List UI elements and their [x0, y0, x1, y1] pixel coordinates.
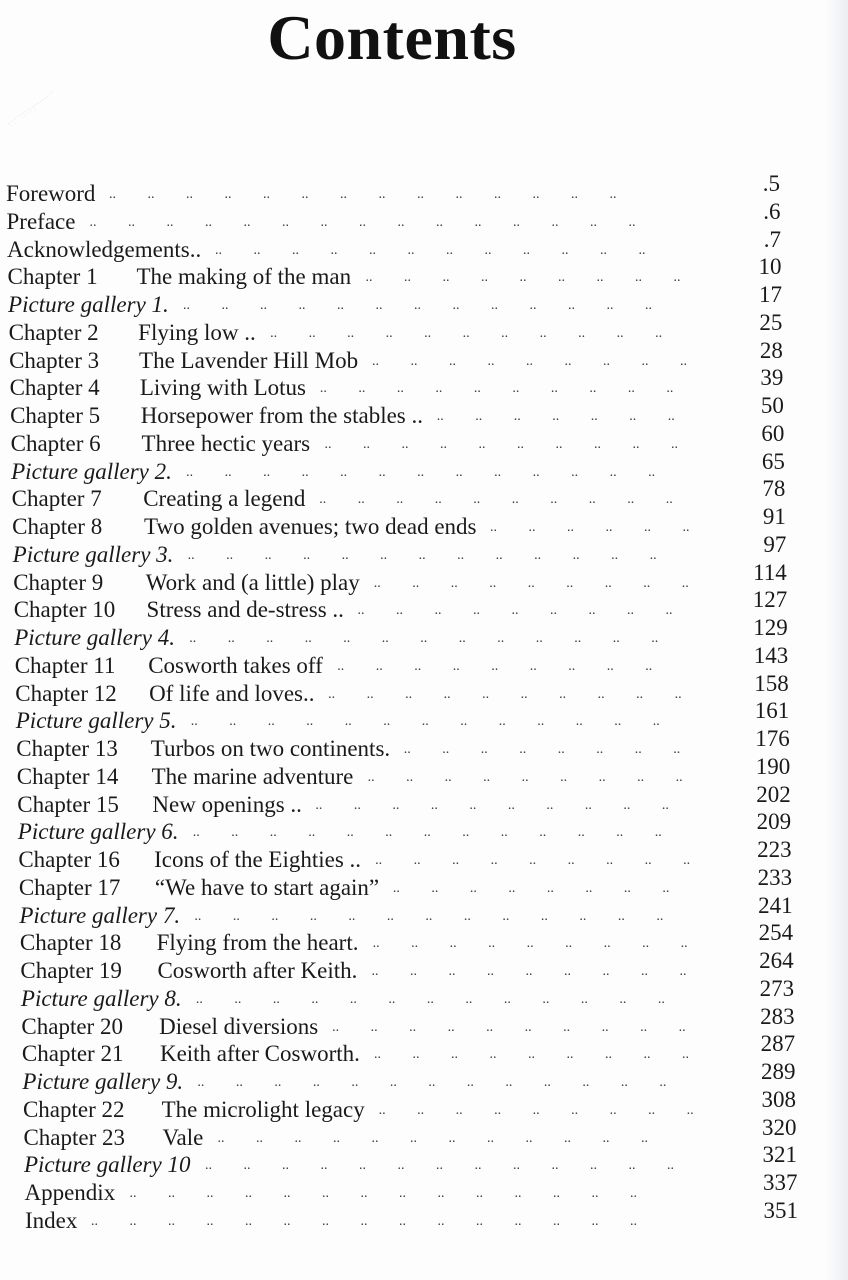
toc-entry-page-number: 143 [753, 642, 789, 668]
toc-entry [20, 948, 794, 985]
dot-leader: .. .. .. .. .. .. .. .. .. .. .. .. [215, 242, 674, 258]
toc-entry [24, 1170, 798, 1207]
toc-entry-page-number: 337 [763, 1170, 798, 1195]
dot-leader: .. .. .. .. .. .. .. .. .. .. .. .. .. [197, 1075, 695, 1090]
dot-leader: .. .. .. .. .. .. .. .. .. .. [319, 492, 701, 508]
toc-entry-title: Icons of the Eighties .. [154, 847, 362, 872]
toc-entry-label: Appendix [24, 1180, 116, 1205]
toc-entry-label: Chapter 9 [13, 569, 104, 595]
toc-entry-page-number: 28 [759, 337, 783, 363]
toc-entry-label: Picture gallery 6. [17, 819, 179, 845]
toc-entry-label: Chapter 12 [15, 680, 117, 706]
toc-entry [13, 559, 787, 597]
dot-leader: .. .. .. .. .. .. .. .. .. [378, 1102, 722, 1118]
toc-entry-label: Picture gallery 3. [12, 541, 174, 567]
toc-entry [6, 171, 780, 208]
toc-entry-page-number: 283 [760, 1003, 795, 1029]
toc-entry [16, 726, 790, 763]
toc-entry-title: The marine adventure [151, 763, 354, 789]
toc-entry-page-number: 273 [759, 975, 795, 1001]
toc-entry-page-number: 78 [762, 476, 786, 502]
toc-entry-title: The making of the man [136, 264, 352, 290]
toc-entry [21, 1003, 795, 1041]
toc-entry-title: The Lavender Hill Mob [139, 347, 359, 373]
toc-entry-label: Chapter 19 [20, 958, 122, 983]
dot-leader: .. .. .. .. .. .. .. .. .. .. [328, 686, 710, 702]
toc-entry-title: Two golden avenues; two dead ends [144, 514, 477, 539]
toc-entry-label: Picture gallery 2. [11, 458, 172, 484]
toc-entry-title: Cosworth after Keith. [157, 958, 358, 983]
dot-leader: .. .. .. .. .. .. .. .. [403, 742, 709, 757]
toc-entry-title: Three hectic years [141, 430, 311, 456]
dot-leader: .. .. .. .. .. .. .. .. .. [371, 964, 715, 979]
dot-leader: .. .. .. .. .. .. .. .. .. .. .. .. .. [192, 825, 690, 841]
toc-entry-title: Flying low .. [138, 319, 256, 345]
toc-entry [10, 393, 784, 430]
toc-entry-label: Chapter 15 [17, 791, 119, 817]
toc-entry-label: Chapter 8 [12, 514, 103, 539]
toc-entry-page-number: 321 [762, 1142, 798, 1168]
toc-entry-page-number: 91 [762, 504, 786, 529]
toc-entry-title: Cosworth takes off [148, 652, 323, 678]
toc-entry-page-number: 158 [754, 670, 789, 696]
dot-leader: .. .. .. .. .. .. .. .. .. .. .. .. .. [190, 714, 688, 730]
toc-entry-page-number: 308 [761, 1086, 797, 1112]
toc-entry-title: Of life and loves.. [149, 680, 315, 706]
dot-leader: .. .. .. .. .. .. .. .. .. .. .. [270, 325, 691, 341]
toc-entry-label: Chapter 4 [9, 375, 100, 401]
toc-entry [12, 504, 786, 541]
dot-leader: .. .. .. .. .. .. .. .. .. .. .. .. .. [189, 631, 687, 646]
dot-leader: .. .. .. .. .. .. .. .. .. [367, 769, 711, 785]
toc-entry-label: Picture gallery 7. [19, 902, 181, 928]
toc-entry [20, 975, 795, 1013]
toc-entry-page-number: 25 [759, 309, 783, 335]
dot-leader: .. .. .. .. .. .. .. .. .. [372, 936, 716, 952]
toc-entry-label: Picture gallery 9. [22, 1069, 184, 1094]
toc-entry-label: Chapter 7 [11, 486, 102, 512]
toc-entry [23, 1114, 797, 1152]
dot-leader: .. .. .. .. .. .. .. .. .. .. .. .. .. .. .. [91, 1213, 665, 1229]
toc-entry-label: Chapter 11 [14, 652, 116, 678]
toc-entry [21, 1031, 796, 1068]
dot-leader: .. .. .. .. .. .. .. .. .. .. .. .. .. [186, 464, 684, 480]
toc-entry-page-number: 176 [755, 726, 790, 751]
toc-entry-label: Chapter 3 [9, 347, 100, 373]
toc-entry-page-number: .5 [762, 171, 780, 196]
toc-entry [11, 476, 786, 513]
page-edge-shadow [826, 0, 848, 1280]
toc-entry-page-number: 287 [760, 1031, 796, 1057]
toc-entry-title: “We have to start again” [154, 874, 380, 900]
toc-entry-page-number: 289 [761, 1059, 796, 1084]
toc-entry [6, 198, 781, 236]
toc-entry-page-number: 10 [758, 254, 782, 280]
toc-entry [9, 337, 783, 375]
toc-entry-title: Creating a legend [143, 486, 306, 512]
toc-entry-label: Picture gallery 4. [14, 625, 175, 650]
toc-entry [22, 1059, 796, 1096]
toc-entry-label: Chapter 20 [21, 1013, 123, 1039]
dot-leader: .. .. .. .. .. .. .. .. .. .. .. .. [217, 1130, 676, 1146]
toc-entry-page-number: 97 [763, 531, 787, 557]
toc-entry [11, 448, 785, 486]
dot-leader: .. .. .. .. .. .. .. .. [392, 880, 698, 896]
toc-entry-label: Preface [6, 208, 76, 234]
toc-entry-label: Index [25, 1207, 78, 1233]
dot-leader: .. .. .. .. .. .. .. .. .. .. [315, 797, 697, 813]
toc-entry-page-number: 202 [756, 781, 791, 807]
toc-entry-label: Chapter 21 [21, 1041, 124, 1067]
toc-entry-label: Chapter 2 [8, 319, 99, 345]
toc-entry [7, 254, 782, 291]
toc-entry-title: New openings .. [152, 791, 302, 817]
toc-entry-page-number: 223 [757, 837, 792, 862]
dot-leader: .. .. .. .. .. .. .. .. .. .. .. .. .. .. .. [89, 214, 664, 230]
toc-entry-label: Picture gallery 1. [8, 292, 169, 317]
dot-leader: .. .. .. .. .. .. .. .. .. [357, 603, 701, 619]
toc-entry-page-number: 39 [760, 365, 784, 391]
toc-entry [15, 670, 789, 708]
toc-entry-title: Diesel diversions [159, 1013, 319, 1039]
toc-entry-label: Chapter 23 [23, 1124, 126, 1150]
toc-entry [14, 615, 788, 652]
toc-entry [9, 365, 784, 402]
dot-leader: .. .. .. .. .. .. .. .. .. .. .. .. .. [187, 547, 685, 563]
dot-leader: .. .. .. .. .. .. .. .. .. .. .. .. .. [204, 1158, 702, 1174]
toc-entry-label: Chapter 6 [10, 430, 101, 456]
page-title: Contents [267, 2, 517, 73]
toc-entry-label: Chapter 5 [10, 403, 101, 428]
toc-entry-label: Chapter 10 [13, 597, 116, 623]
toc-entry [7, 226, 781, 264]
dot-leader: .. .. .. .. .. .. .. .. .. .. .. .. .. [183, 298, 681, 313]
toc-entry-title: Flying from the heart. [156, 930, 359, 956]
toc-entry-page-number: 50 [760, 393, 784, 418]
dot-leader: .. .. .. .. .. .. .. .. .. [337, 658, 681, 674]
dot-leader: .. .. .. .. .. .. .. .. .. [365, 270, 709, 286]
toc-entry-page-number: .6 [763, 198, 781, 224]
dot-leader: .. .. .. .. .. .. .. .. .. .. .. .. .. .. [109, 187, 645, 202]
toc-entry-label: Chapter 14 [16, 763, 119, 789]
toc-entry-label: Picture gallery 8. [20, 985, 182, 1011]
toc-entry [10, 420, 785, 458]
dot-leader: .. .. .. .. .. .. .. .. .. [373, 575, 717, 591]
toc-entry [23, 1142, 798, 1179]
dot-leader: .. .. .. .. .. .. .. .. .. .. .. .. .. .. [129, 1186, 665, 1201]
toc-entry-title: Keith after Cosworth. [159, 1041, 360, 1067]
toc-entry-title: The microlight legacy [161, 1096, 365, 1122]
toc-entry-label: Chapter 13 [16, 736, 118, 761]
toc-entry-title: Horsepower from the stables .. [140, 403, 423, 428]
dot-leader: .. .. .. .. .. .. .. .. .. .. [324, 436, 707, 452]
dot-leader: .. .. .. .. .. .. .. .. .. .. [332, 1019, 714, 1035]
toc-entry-page-number: 65 [761, 448, 785, 474]
toc-entry [16, 753, 791, 791]
toc-entry-title: Stress and de-stress .. [146, 597, 344, 623]
toc-entry-page-number: 17 [758, 282, 782, 307]
toc-entry-page-number: 320 [762, 1114, 797, 1140]
toc-entry [12, 531, 787, 569]
toc-entry [25, 1197, 798, 1235]
toc-entry-page-number: 209 [756, 809, 792, 835]
toc-entry [14, 642, 789, 680]
dot-leader: .. .. .. .. .. .. .. .. .. .. [319, 381, 702, 397]
toc-entry-label: Chapter 22 [22, 1096, 125, 1122]
toc-entry-page-number: 233 [757, 864, 793, 890]
toc-entry-page-number: 254 [758, 920, 794, 946]
dot-leader: .. .. .. .. .. .. .. .. .. .. .. .. .. [195, 991, 693, 1007]
toc-entry-title: Work and (a little) play [145, 569, 360, 595]
toc-entry [22, 1086, 797, 1124]
toc-entry-label: Chapter 17 [18, 874, 121, 900]
toc-entry-label: Acknowledgements.. [7, 236, 202, 262]
toc-entry-page-number: 351 [763, 1197, 798, 1223]
toc-entry-label: Picture gallery 10 [23, 1152, 191, 1178]
toc-entry [8, 282, 782, 319]
dot-leader: .. .. .. .. .. .. [490, 520, 718, 535]
toc-entry [18, 837, 792, 874]
dot-leader: .. .. .. .. .. .. .. .. .. [375, 853, 719, 868]
toc-entry-title: Turbos on two continents. [150, 736, 391, 761]
toc-entry [8, 309, 783, 347]
toc-entry-page-number: 264 [759, 948, 794, 973]
toc-entry-label: Chapter 16 [18, 847, 120, 872]
toc-entry-title: Living with Lotus [139, 375, 306, 401]
dot-leader: .. .. .. .. .. .. .. .. .. [372, 353, 716, 369]
toc-entry [13, 587, 788, 624]
dot-leader: .. .. .. .. .. .. .. .. .. .. .. .. .. [194, 908, 692, 924]
toc-entry [17, 781, 791, 819]
toc-entry-page-number: 114 [753, 559, 787, 585]
toc-entry-title: Vale [162, 1124, 204, 1150]
dot-leader: .. .. .. .. .. .. .. [436, 409, 703, 424]
dot-leader: .. .. .. .. .. .. .. .. .. [373, 1047, 717, 1063]
toc-entry-page-number: 127 [752, 587, 788, 613]
toc-entry [18, 864, 793, 902]
toc-entry [15, 698, 790, 735]
toc-entry-page-number: 60 [761, 420, 785, 446]
toc-entry-label: Chapter 18 [19, 930, 122, 956]
toc-entry-page-number: .7 [763, 226, 781, 252]
toc-entry [19, 920, 794, 957]
toc-entry-page-number: 190 [755, 753, 791, 779]
toc-entry-page-number: 241 [758, 892, 793, 918]
toc-entry [19, 892, 793, 930]
toc-entry-label: Picture gallery 5. [15, 708, 177, 734]
toc-entry-page-number: 129 [753, 615, 788, 640]
toc-entry [17, 809, 792, 846]
toc-entry-page-number: 161 [754, 698, 790, 724]
toc-entry-label: Foreword [6, 181, 96, 206]
toc-entry-label: Chapter 1 [7, 264, 98, 290]
